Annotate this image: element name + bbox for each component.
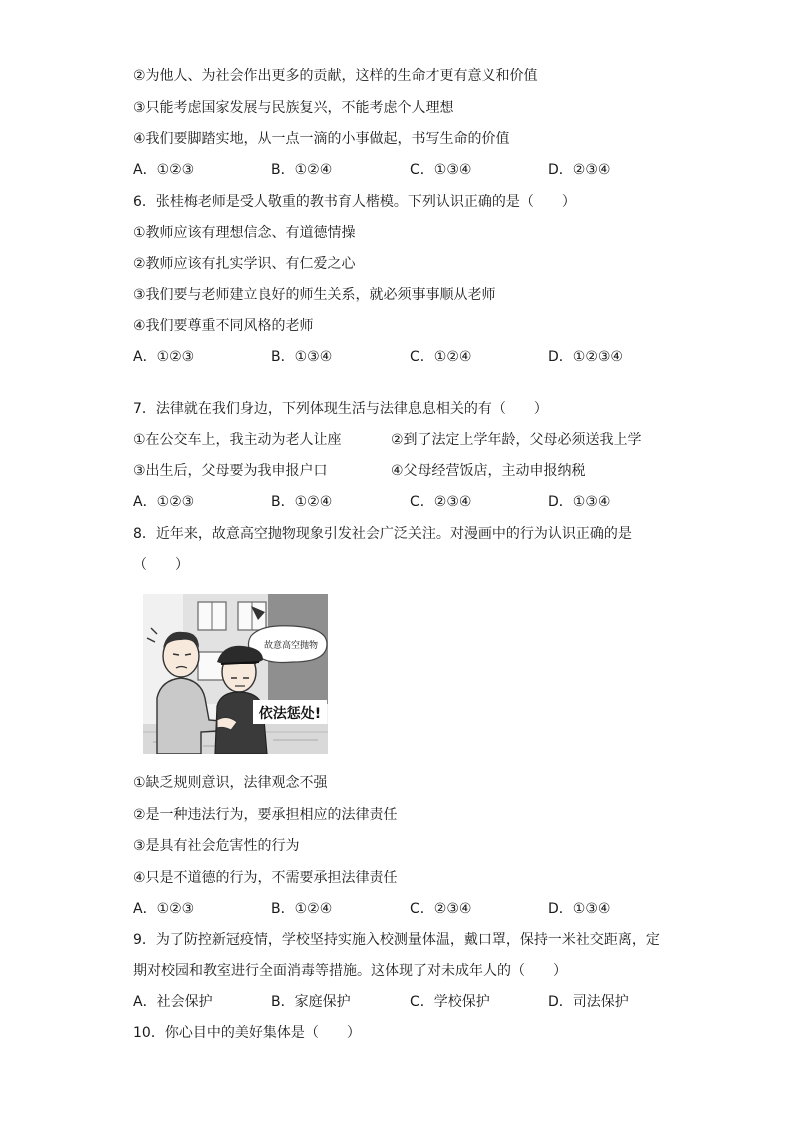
q7-option-c[interactable]: C．②③④ [410, 494, 472, 510]
q6-option-b[interactable]: B．①③④ [271, 349, 333, 365]
q6-item-4: ④我们要尊重不同风格的老师 [133, 318, 314, 334]
q7-item-4: ④父母经营饭店，主动申报纳税 [391, 463, 586, 479]
q7-options [133, 492, 693, 512]
q8-item-3: ③是具有社会危害性的行为 [133, 838, 300, 854]
q7-option-a[interactable]: A．①②③ [133, 494, 195, 510]
q8-option-d[interactable]: D．①③④ [548, 901, 611, 917]
q8-option-a[interactable]: A．①②③ [133, 901, 195, 917]
q6-option-d[interactable]: D．①②③④ [548, 349, 623, 365]
q7-row-1 [133, 430, 693, 450]
q7-option-b[interactable]: B．①②④ [271, 494, 333, 510]
q5-option-c[interactable]: C．①③④ [410, 162, 472, 178]
q6-option-c[interactable]: C．①②④ [410, 349, 472, 365]
q5-option-a[interactable]: A．①②③ [133, 162, 195, 178]
q8-item-1: ①缺乏规则意识，法律观念不强 [133, 775, 328, 791]
q7-item-1: ①在公交车上，我主动为老人让座 [133, 432, 342, 448]
q6-item-2: ②教师应该有扎实学识、有仁爱之心 [133, 256, 356, 272]
q8-stem-line-1: 8．近年来，故意高空抛物现象引发社会广泛关注。对漫画中的行为认识正确的是 [133, 526, 632, 542]
q7-item-2: ②到了法定上学年龄，父母必须送我上学 [391, 432, 642, 448]
q5-item-4: ④我们要脚踏实地，从一点一滴的小事做起，书写生命的价值 [133, 131, 510, 147]
q6-option-a[interactable]: A．①②③ [133, 349, 195, 365]
cartoon-sign-text: 故意高空抛物 [263, 641, 319, 651]
q7-option-d[interactable]: D．①③④ [548, 494, 611, 510]
q6-stem: 6．张桂梅老师是受人敬重的教书育人楷模。下列认识正确的是（ ） [133, 194, 576, 210]
cartoon-caption: 依法惩处! [258, 706, 322, 722]
q8-stem-line-2: （ ） [133, 557, 189, 573]
q5-item-3: ③只能考虑国家发展与民族复兴，不能考虑个人理想 [133, 100, 454, 116]
q6-item-1: ①教师应该有理想信念、有道德情操 [133, 225, 356, 241]
q7-row-2 [133, 461, 693, 481]
q9-options [133, 992, 693, 1012]
q8-option-b[interactable]: B．①②④ [271, 901, 333, 917]
q5-item-2: ②为他人、为社会作出更多的贡献，这样的生命才更有意义和价值 [133, 68, 538, 84]
q6-options [133, 347, 693, 367]
q5-option-d[interactable]: D．②③④ [548, 162, 611, 178]
q10-stem: 10．你心目中的美好集体是（ ） [133, 1025, 361, 1041]
q7-item-3: ③出生后，父母要为我申报户口 [133, 463, 328, 479]
q9-option-c[interactable]: C．学校保护 [410, 994, 490, 1010]
q9-option-d[interactable]: D．司法保护 [548, 994, 629, 1010]
q9-option-a[interactable]: A．社会保护 [133, 994, 213, 1010]
q9-stem-line-1: 9．为了防控新冠疫情，学校坚持实施入校测量体温，戴口罩，保持一米社交距离，定 [133, 932, 660, 948]
q8-options [133, 899, 693, 919]
q8-option-c[interactable]: C．②③④ [410, 901, 472, 917]
q9-stem-line-2: 期对校园和教室进行全面消毒等措施。这体现了对未成年人的（ ） [133, 963, 567, 979]
q7-stem: 7．法律就在我们身边，下列体现生活与法律息息相关的有（ ） [133, 401, 548, 417]
q5-option-b[interactable]: B．①②④ [271, 162, 333, 178]
q8-item-2: ②是一种违法行为，要承担相应的法律责任 [133, 807, 398, 823]
q5-options [133, 160, 693, 180]
q8-cartoon [143, 594, 328, 754]
q6-item-3: ③我们要与老师建立良好的师生关系，就必须事事顺从老师 [133, 287, 496, 303]
q9-option-b[interactable]: B．家庭保护 [271, 994, 351, 1010]
q8-item-4: ④只是不道德的行为，不需要承担法律责任 [133, 870, 398, 886]
